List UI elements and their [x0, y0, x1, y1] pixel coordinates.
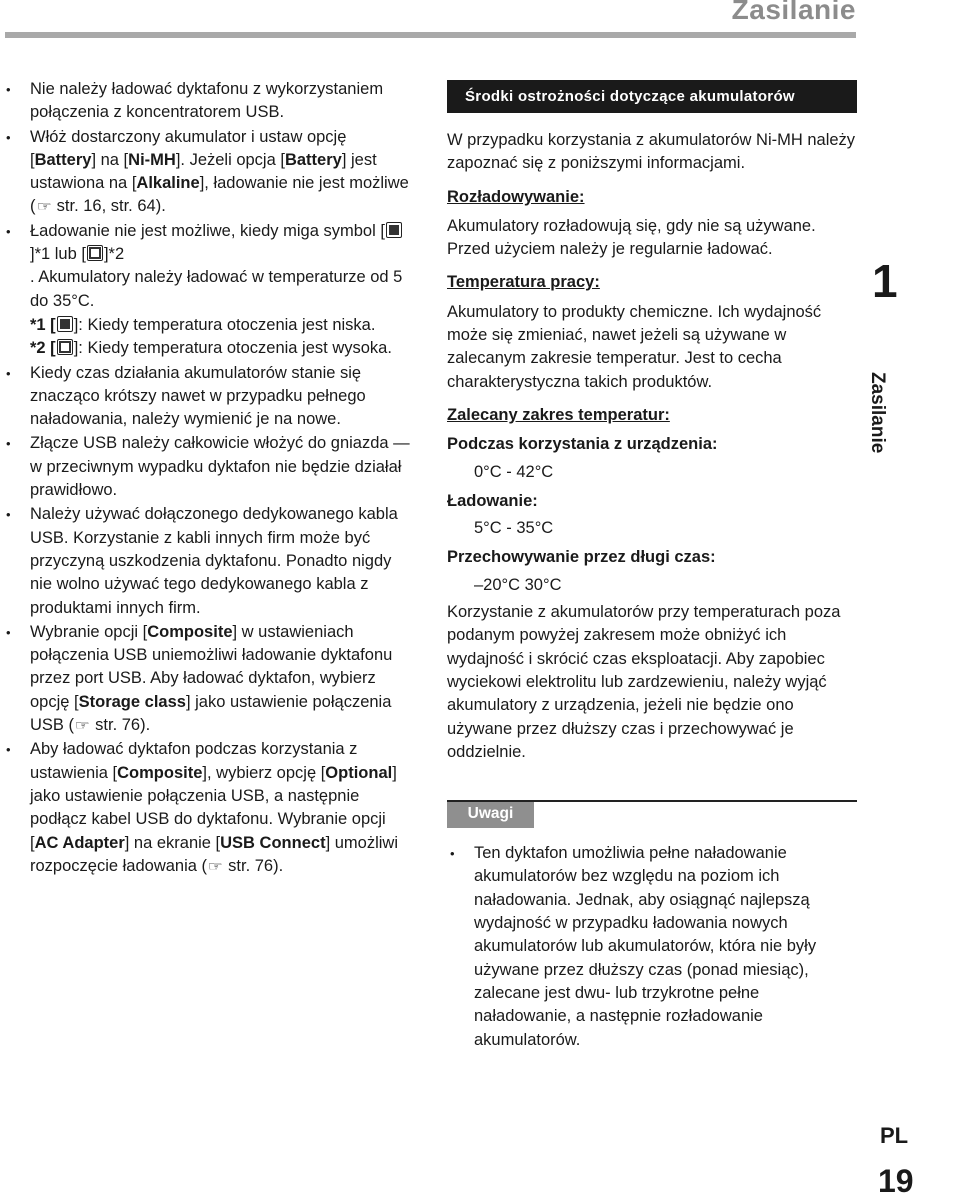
chapter-label: Zasilanie	[867, 372, 888, 454]
battery-hot-icon	[57, 339, 73, 355]
notes-box	[447, 800, 857, 1052]
range-in-use: 0°C - 42°C	[474, 462, 554, 481]
list-item: • Złącze USB należy całkowicie włożyć do gniazda — w przeciwnym wypadku dyktafon nie będzie działał prawidłowo.	[30, 432, 415, 502]
page-reference-icon: ☞	[74, 717, 90, 734]
label-in-use: Podczas korzystania z urządzenia:	[447, 435, 718, 454]
section-heading: Środki ostrożności dotyczące akumulatorów	[447, 80, 857, 113]
paragraph: Akumulatory rozładowują się, gdy nie są używane. Przed użyciem należy je regularnie ładować.	[447, 216, 816, 259]
page-reference-icon: ☞	[36, 198, 52, 215]
footnote-2: *2 [ ]: Kiedy temperatura otoczenia jest wysoka.	[30, 339, 392, 358]
list-item: • Ten dyktafon umożliwia pełne naładowanie akumulatorów bez względu na poziom ich naładowania. Jednak, aby osiągnąć najlepszą wydajność w przypadku ładowania nowych akumulatorów lub akumulatorów, która nie były używane przez dłuższy czas (ponad miesiąc), zalecane jest dwu- lub trzykrotne pełne naładowanie, a następnie rozładowanie akumulatorów.	[474, 842, 857, 1052]
intro-text: W przypadku korzystania z akumulatorów Ni-MH należy zapoznać się z poniższymi informacjami.	[447, 131, 856, 173]
label-charging: Ładowanie:	[447, 491, 538, 510]
list-item: • Aby ładować dyktafon podczas korzystania z ustawienia [Composite], wybierz opcję [Optional] jako ustawienie połączenia USB, a następnie podłącz kabel USB do dyktafonu. Wybranie opcji [AC Adapter] na ekranie [USB Connect] umożliwi rozpoczęcie ładowania (☞ str. 76).	[30, 738, 415, 878]
chapter-number: 1	[872, 255, 898, 307]
subheading-recommended-range: Zalecany zakres temperatur:	[447, 405, 670, 424]
battery-hot-icon	[87, 245, 103, 261]
label-storage: Przechowywanie przez długi czas:	[447, 548, 716, 567]
page-reference-icon: ☞	[207, 857, 223, 874]
paragraph: Akumulatory to produkty chemiczne. Ich wydajność może się zmieniać, nawet jeżeli są używane w zalecanym zakresie temperatur. Jest to cecha charakterystyczna takich produktów.	[447, 302, 822, 391]
language-label: PL	[880, 1123, 909, 1148]
list-item: • Należy używać dołączonego dedykowanego kabla USB. Korzystanie z kabli innych firm może być przyczyną uszkodzenia dyktafonu. Ponadto nigdy nie wolno używać tego dedykowanego kabla z produktami innych firm.	[30, 503, 415, 619]
list-item: • Kiedy czas działania akumulatorów stanie się znacząco krótszy nawet w przypadku pełnego naładowania, należy wymienić je na nowe.	[30, 362, 415, 432]
list-item: • Włóż dostarczony akumulator i ustaw opcję [Battery] na [Ni-MH]. Jeżeli opcja [Battery] jest ustawiona na [Alkaline], ładowanie nie jest możliwe (☞ str. 16, str. 64).	[30, 126, 415, 219]
header-bar	[5, 32, 856, 38]
range-charging: 5°C - 35°C	[474, 519, 554, 538]
right-column	[447, 80, 857, 1052]
subheading-discharge: Rozładowywanie:	[447, 187, 585, 206]
page-header-title: Zasilanie	[731, 0, 856, 25]
list-item: • Wybranie opcji [Composite] w ustawieniach połączenia USB uniemożliwi ładowanie dyktafonu przez port USB. Aby ładować dyktafon, wybierz opcję [Storage class] jako ustawienie połączenia USB (☞ str. 76).	[30, 621, 415, 737]
notes-title: Uwagi	[447, 800, 534, 828]
list-item: • Ładowanie nie jest możliwe, kiedy miga symbol []*1 lub [ ]*2 . Akumulatory należy ładować w temperaturze od 5 do 35°C.	[30, 220, 415, 313]
battery-cold-icon	[386, 222, 402, 238]
battery-cold-icon	[57, 316, 73, 332]
left-column	[30, 78, 415, 878]
page-number: 19	[878, 1163, 914, 1199]
paragraph: Korzystanie z akumulatorów przy temperaturach poza podanym powyżej zakresem może obniżyć ich wydajność i skrócić czas eksploatacji. Aby zapobiec wyciekowi elektrolitu lub zardzewieniu, należy wyjąć akumulatory z urządzenia, jeżeli nie będzie ono używane przez dłuższy czas i przechowywać je oddzielnie.	[447, 603, 841, 761]
subheading-operating-temperature: Temperatura pracy:	[447, 273, 600, 292]
range-storage: –20°C 30°C	[474, 575, 562, 594]
footnote-1: *1 [ ]: Kiedy temperatura otoczenia jest niska.	[30, 315, 376, 334]
list-item: • Nie należy ładować dyktafonu z wykorzystaniem połączenia z koncentratorem USB.	[30, 78, 415, 125]
divider	[447, 800, 857, 802]
